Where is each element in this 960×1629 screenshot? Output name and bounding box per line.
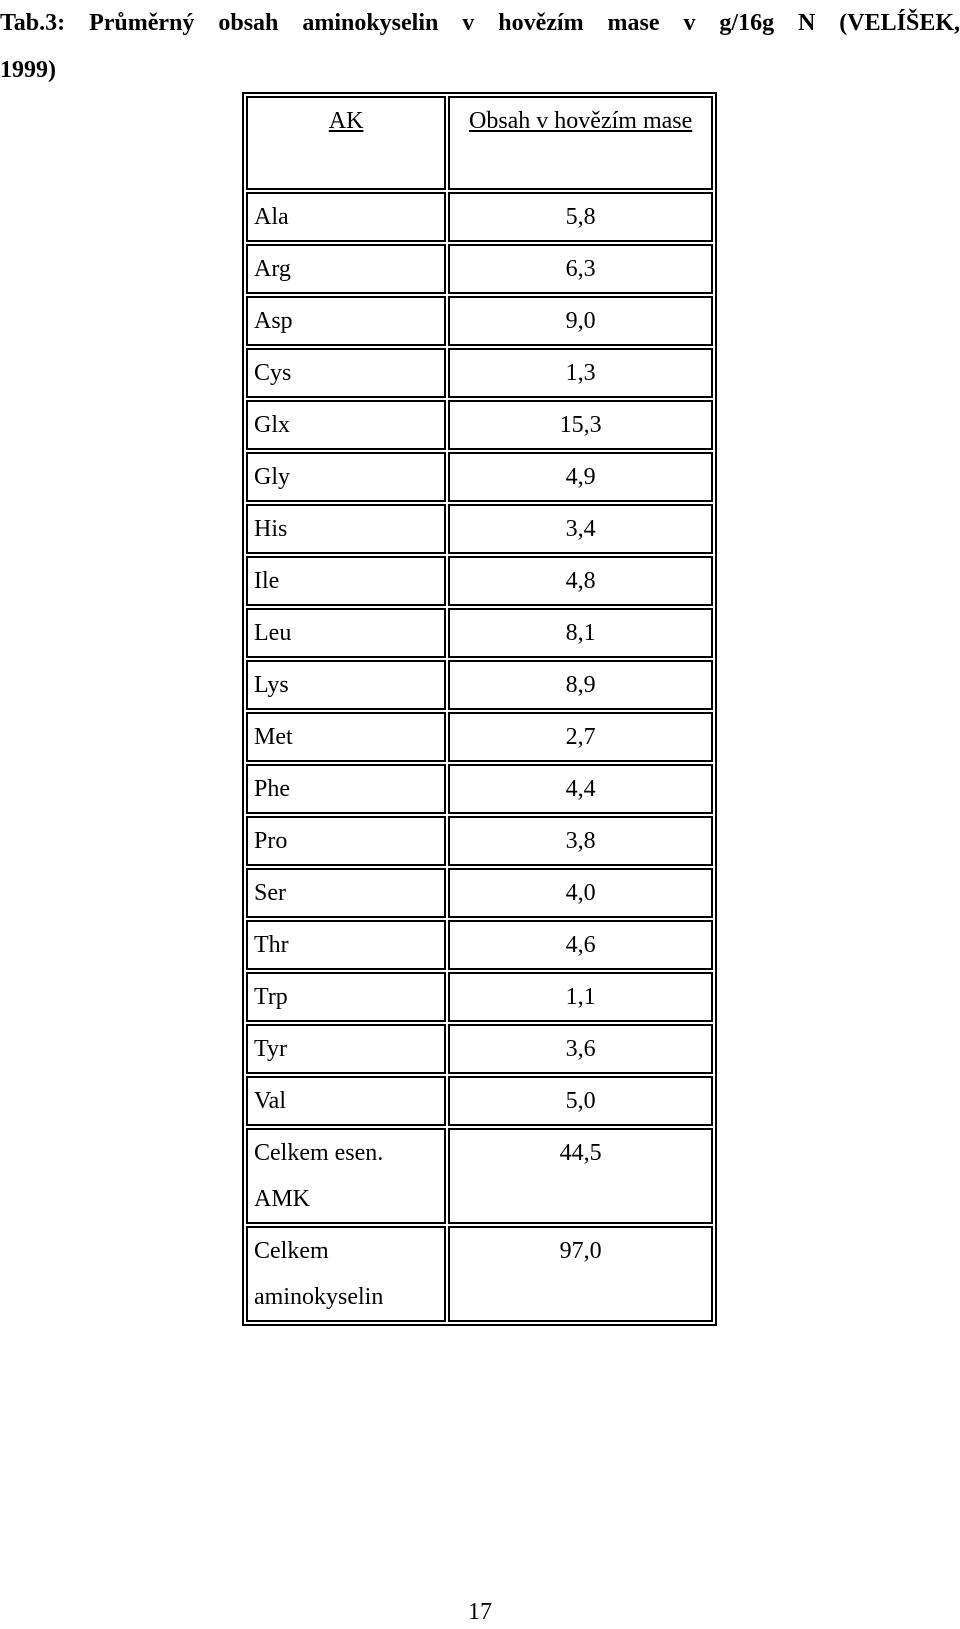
cell-value: 1,1 <box>448 972 713 1022</box>
cell-value: 5,8 <box>448 192 713 242</box>
cell-amino-acid: Thr <box>246 920 446 970</box>
table-row <box>246 608 713 658</box>
table-row <box>246 504 713 554</box>
cell-value: 6,3 <box>448 244 713 294</box>
header-ak: AK <box>246 96 446 190</box>
cell-amino-acid: Trp <box>246 972 446 1022</box>
table-row <box>246 660 713 710</box>
table-row <box>246 1226 713 1322</box>
cell-value: 97,0 <box>448 1226 713 1322</box>
table-row <box>246 348 713 398</box>
caption-line-1: Tab.3: Průměrný obsah aminokyselin v hovězím mase v g/16g N (VELÍŠEK, <box>0 10 960 36</box>
amino-acid-table <box>242 92 717 1326</box>
cell-value: 3,4 <box>448 504 713 554</box>
caption-line-2: 1999) <box>0 57 56 83</box>
table-row <box>246 816 713 866</box>
table-row <box>246 1128 713 1224</box>
header-value: Obsah v hovězím mase <box>448 96 713 190</box>
table-row <box>246 920 713 970</box>
table-row <box>246 244 713 294</box>
cell-amino-acid: His <box>246 504 446 554</box>
cell-amino-acid: Lys <box>246 660 446 710</box>
cell-amino-acid: Ser <box>246 868 446 918</box>
table-row <box>246 192 713 242</box>
cell-amino-acid: Glx <box>246 400 446 450</box>
cell-amino-acid: Cys <box>246 348 446 398</box>
cell-value: 5,0 <box>448 1076 713 1126</box>
cell-amino-acid: Met <box>246 712 446 762</box>
cell-value: 15,3 <box>448 400 713 450</box>
cell-value: 2,7 <box>448 712 713 762</box>
cell-amino-acid: Phe <box>246 764 446 814</box>
cell-amino-acid: Leu <box>246 608 446 658</box>
table-row <box>246 452 713 502</box>
cell-amino-acid: Celkem esen. AMK <box>246 1128 446 1224</box>
cell-value: 8,9 <box>448 660 713 710</box>
page-number: 17 <box>468 1599 492 1625</box>
cell-value: 44,5 <box>448 1128 713 1224</box>
cell-amino-acid: Pro <box>246 816 446 866</box>
table-caption <box>0 0 960 94</box>
cell-amino-acid: Ala <box>246 192 446 242</box>
table-row <box>246 1024 713 1074</box>
table-row <box>246 712 713 762</box>
cell-value: 9,0 <box>448 296 713 346</box>
cell-value: 4,8 <box>448 556 713 606</box>
cell-value: 4,0 <box>448 868 713 918</box>
cell-value: 3,8 <box>448 816 713 866</box>
table-header-row <box>246 96 713 190</box>
cell-value: 4,4 <box>448 764 713 814</box>
cell-value: 8,1 <box>448 608 713 658</box>
cell-amino-acid: Gly <box>246 452 446 502</box>
table-row <box>246 556 713 606</box>
cell-value: 1,3 <box>448 348 713 398</box>
cell-amino-acid: Asp <box>246 296 446 346</box>
table-row <box>246 764 713 814</box>
table-row <box>246 868 713 918</box>
table-row <box>246 296 713 346</box>
cell-value: 3,6 <box>448 1024 713 1074</box>
cell-amino-acid: Ile <box>246 556 446 606</box>
cell-amino-acid: Arg <box>246 244 446 294</box>
table-row <box>246 972 713 1022</box>
table-row <box>246 400 713 450</box>
table-body <box>246 192 713 1322</box>
cell-value: 4,6 <box>448 920 713 970</box>
cell-amino-acid: Val <box>246 1076 446 1126</box>
cell-amino-acid: Celkem aminokyselin <box>246 1226 446 1322</box>
cell-amino-acid: Tyr <box>246 1024 446 1074</box>
table-row <box>246 1076 713 1126</box>
cell-value: 4,9 <box>448 452 713 502</box>
